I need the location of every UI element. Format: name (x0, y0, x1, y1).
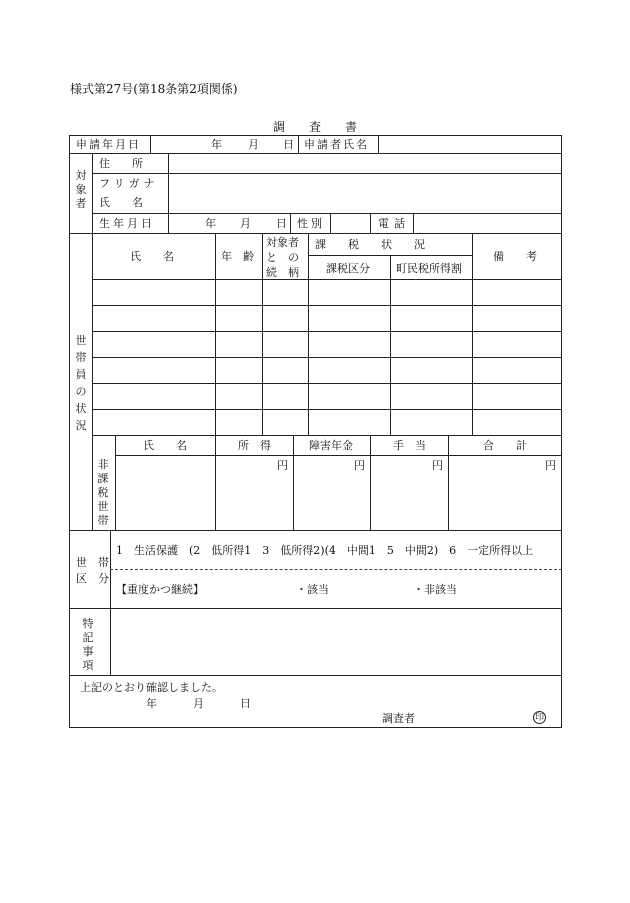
relation-col-3: 続 柄 (266, 266, 299, 279)
allowance-col: 手 当 (393, 439, 426, 452)
sex-label: 性別 (297, 217, 325, 230)
application-month: 月 (248, 138, 259, 151)
applicant-name-label: 申請者氏名 (304, 138, 369, 151)
remarks-col: 備 考 (493, 250, 537, 263)
total-yen: 円 (545, 459, 556, 472)
nontax-group-label: 非 課 税 世 帯 (97, 458, 109, 527)
confirm-text: 上記のとおり確認しました。 (80, 681, 223, 694)
tax-class-col: 課税区分 (326, 262, 370, 275)
dob-month: 月 (240, 217, 251, 230)
investigator-field[interactable] (420, 706, 530, 726)
pension-field[interactable] (294, 456, 370, 529)
dob-year: 年 (205, 217, 216, 230)
household-row-4[interactable] (93, 358, 561, 383)
confirm-year: 年 (146, 697, 157, 710)
income-col: 所 得 (238, 439, 271, 452)
applicable-option[interactable]: ・該当 (296, 583, 329, 596)
household-row-1[interactable] (93, 280, 561, 305)
tax-status-col: 課 税 状 況 (315, 238, 425, 251)
household-row-3[interactable] (93, 332, 561, 357)
town-tax-col: 町民税所得割 (396, 262, 462, 275)
category-label-1: 世 帯 (76, 556, 109, 569)
confirm-month: 月 (193, 697, 204, 710)
severe-continuous-label: 【重度かつ継続】 (116, 583, 204, 596)
notes-field[interactable] (111, 609, 561, 675)
household-group-label: 世 帯 員 の 状 況 (75, 334, 87, 432)
address-field[interactable] (169, 154, 561, 173)
phone-label: 電話 (378, 217, 410, 230)
application-day: 日 (283, 138, 294, 151)
application-date-field[interactable] (151, 136, 297, 153)
relation-col-2: と の (266, 251, 299, 264)
relation-col-1: 対象者 (266, 236, 299, 249)
investigator-label: 調査者 (382, 712, 415, 725)
household-row-2[interactable] (93, 306, 561, 331)
dob-label: 生年月日 (99, 217, 155, 230)
category-label-2: 区 分 (76, 572, 109, 585)
applicant-name-field[interactable] (379, 136, 561, 153)
document-title: 調 査 書 (272, 120, 357, 134)
application-year: 年 (211, 138, 222, 151)
pension-yen: 円 (354, 459, 365, 472)
allowance-field[interactable] (371, 456, 448, 529)
form-number: 様式第27号(第18条第2項関係) (70, 82, 238, 96)
total-col: 合 計 (483, 439, 527, 452)
subject-group-label: 対 象 者 (75, 169, 87, 210)
phone-field[interactable] (414, 214, 561, 233)
household-row-6[interactable] (93, 410, 561, 435)
category-options[interactable]: 1 生活保護 (2 低所得1 3 低所得2)(4 中間1 5 中間2) 6 一定所得以上 (116, 544, 534, 557)
confirm-day: 日 (240, 697, 251, 710)
sex-field[interactable] (331, 214, 370, 233)
household-row-5[interactable] (93, 384, 561, 409)
nontax-name-col: 氏 名 (143, 439, 187, 452)
dob-field[interactable] (169, 214, 290, 233)
subject-name-field[interactable] (169, 174, 561, 213)
application-date-label: 申請年月日 (76, 138, 141, 151)
nontax-name-field[interactable] (116, 456, 215, 529)
seal-icon: 印 (534, 713, 544, 723)
income-yen: 円 (277, 459, 288, 472)
household-name-col: 氏 名 (130, 250, 174, 263)
allowance-yen: 円 (432, 459, 443, 472)
subject-name-label: 氏 名 (99, 196, 143, 209)
pension-col: 障害年金 (309, 439, 353, 452)
income-field[interactable] (216, 456, 293, 529)
furigana-label: フリガナ (99, 177, 159, 190)
dob-day: 日 (276, 217, 287, 230)
age-col: 年 齢 (221, 250, 254, 263)
notes-group-label: 特 記 事 項 (82, 617, 94, 672)
address-label: 住 所 (99, 157, 143, 170)
total-field[interactable] (449, 456, 561, 529)
not-applicable-option[interactable]: ・非該当 (413, 583, 457, 596)
